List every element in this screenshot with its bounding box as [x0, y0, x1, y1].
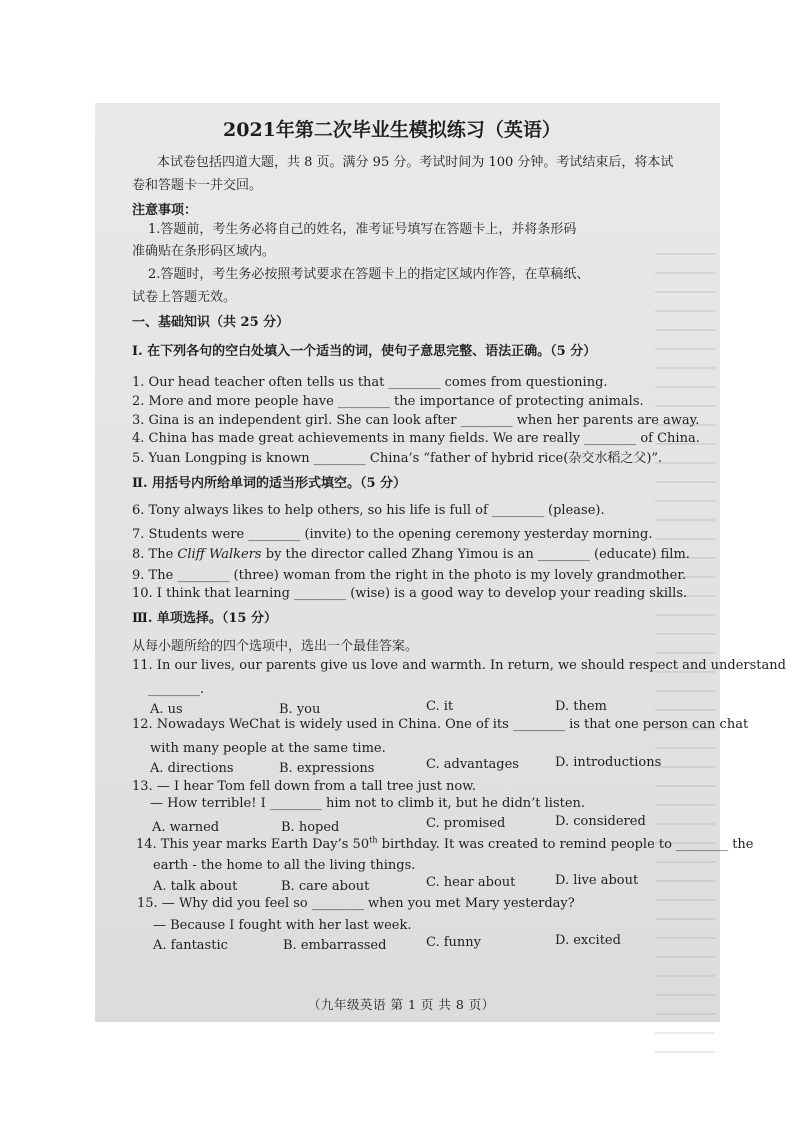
question-15-line-1: 15. — Why did you feel so ________ when you met Mary yesterday?	[137, 896, 575, 911]
q14-option-d: D. live about	[555, 873, 639, 888]
q15-option-c: C. funny	[426, 935, 482, 950]
question-14-line-1: 14. This year marks Earth Day’s 50th birthday. It was created to remind people to ________ the	[136, 835, 754, 852]
q15-option-b: B. embarrassed	[283, 938, 387, 953]
notes-heading: 注意事项：	[132, 203, 198, 218]
part-heading: 一、基础知识（共 25 分）	[132, 315, 290, 330]
question-2: 2. More and more people have ________ the importance of protecting animals.	[132, 394, 644, 409]
q12-option-b: B. expressions	[279, 761, 375, 776]
question-12-line-2: with many people at the same time.	[150, 741, 386, 756]
q13-option-b: B. hoped	[281, 820, 340, 835]
note-line-1: 1.答题前，考生务必将自己的姓名，准考证号填写在答题卡上，并将条形码	[148, 222, 577, 237]
exam-paper	[95, 103, 786, 1022]
q14-option-c: C. hear about	[426, 875, 516, 890]
show-through-texture	[655, 253, 715, 1053]
page-footer: （九年级英语 第 1 页 共 8 页）	[308, 997, 495, 1012]
question-7: 7. Students were ________ (invite) to the opening ceremony yesterday morning.	[132, 527, 653, 542]
q13-option-d: D. considered	[555, 814, 646, 829]
q12-option-d: D. introductions	[555, 755, 662, 770]
intro-line-2: 卷和答题卡一并交回。	[132, 178, 263, 193]
q14-option-b: B. care about	[281, 879, 370, 894]
note-line-2: 准确贴在条形码区域内。	[132, 244, 276, 259]
question-10: 10. I think that learning ________ (wise) is a good way to develop your reading skills.	[132, 586, 688, 601]
question-6: 6. Tony always likes to help others, so his life is full of ________ (please).	[132, 503, 605, 518]
q11-option-b: B. you	[279, 702, 321, 717]
section-3-instruction: 从每小题所给的四个选项中，选出一个最佳答案。	[132, 639, 419, 654]
question-13-line-2: — How terrible! I ________ him not to climb it, but he didn’t listen.	[150, 796, 586, 811]
q13-option-a: A. warned	[152, 820, 220, 835]
question-8: 8. The Cliff Walkers by the director called Zhang Yimou is an ________ (educate) film.	[132, 547, 690, 562]
note-line-4: 试卷上答题无效。	[132, 290, 237, 305]
question-15-line-2: — Because I fought with her last week.	[153, 918, 412, 933]
q12-option-a: A. directions	[150, 761, 234, 776]
question-1: 1. Our head teacher often tells us that ________ comes from questioning.	[132, 375, 608, 390]
section-3-heading: Ⅲ. 单项选择。（15 分）	[132, 611, 277, 626]
question-3: 3. Gina is an independent girl. She can look after ________ when her parents are away.	[132, 413, 700, 428]
note-line-3: 2.答题时，考生务必按照考试要求在答题卡上的指定区域内作答，在草稿纸、	[148, 267, 590, 282]
film-title: Cliff Walkers	[177, 547, 262, 562]
q11-option-c: C. it	[426, 699, 454, 714]
q12-option-c: C. advantages	[426, 757, 519, 772]
q13-option-c: C. promised	[426, 816, 506, 831]
question-9: 9. The ________ (three) woman from the right in the photo is my lovely grandmother.	[132, 568, 687, 583]
q15-option-a: A. fantastic	[153, 938, 228, 953]
question-11-line-2: ________.	[148, 682, 205, 697]
q11-option-a: A. us	[150, 702, 183, 717]
question-14-line-2: earth - the home to all the living things.	[153, 858, 416, 873]
q11-option-d: D. them	[555, 699, 607, 714]
question-13-line-1: 13. — I hear Tom fell down from a tall tree just now.	[132, 779, 476, 794]
section-1-heading: Ⅰ. 在下列各句的空白处填入一个适当的词，使句子意思完整、语法正确。（5 分）	[132, 344, 597, 359]
q15-option-d: D. excited	[555, 933, 621, 948]
question-5: 5. Yuan Longping is known ________ China’s “father of hybrid rice(杂交水稻之父)”.	[132, 451, 663, 466]
question-4: 4. China has made great achievements in many fields. We are really ________ of China.	[132, 431, 700, 446]
intro-line-1: 本试卷包括四道大题，共 8 页。满分 95 分。考试时间为 100 分钟。考试结束后，将本试	[157, 155, 674, 170]
exam-title: 2021年第二次毕业生模拟练习（英语）	[223, 119, 561, 141]
question-11-line-1: 11. In our lives, our parents give us love and warmth. In return, we should respect and understand	[132, 658, 786, 673]
section-2-heading: Ⅱ. 用括号内所给单词的适当形式填空。（5 分）	[132, 476, 407, 491]
q14-option-a: A. talk about	[153, 879, 238, 894]
question-12-line-1: 12. Nowadays WeChat is widely used in China. One of its ________ is that one person can chat	[132, 717, 749, 732]
